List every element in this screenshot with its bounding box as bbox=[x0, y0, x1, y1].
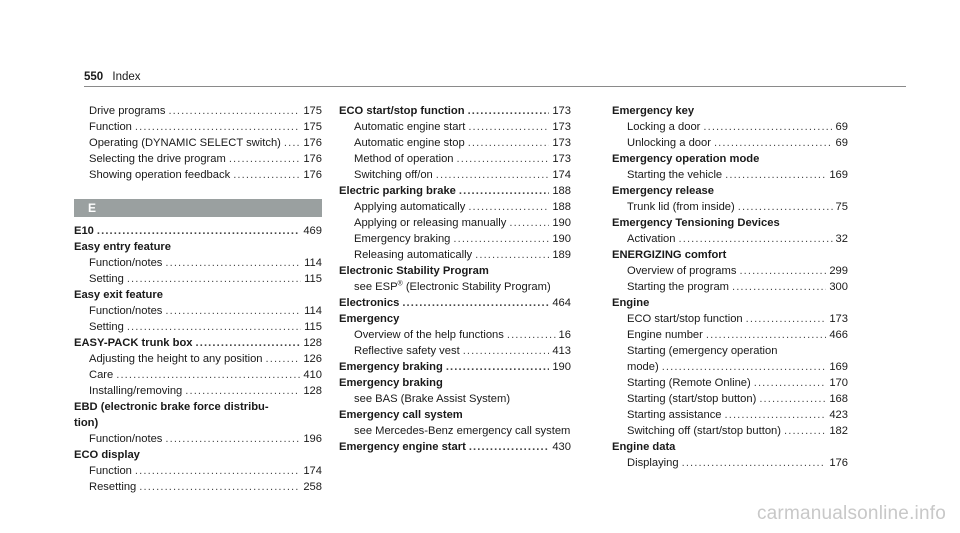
dot-leader bbox=[135, 119, 300, 135]
entry-text: EBD (electronic brake force distribu- bbox=[74, 401, 269, 413]
entry-text: Resetting bbox=[89, 481, 137, 493]
index-heading bbox=[339, 103, 571, 119]
index-heading bbox=[339, 183, 571, 199]
registered-mark: ® bbox=[397, 280, 403, 288]
dot-leader bbox=[229, 151, 301, 167]
dot-leader bbox=[469, 439, 549, 455]
index-subentry bbox=[74, 367, 322, 383]
dot-leader bbox=[475, 247, 549, 263]
entry-text: Emergency bbox=[339, 313, 400, 325]
dot-leader bbox=[168, 103, 300, 119]
entry-text: Easy exit feature bbox=[74, 289, 163, 301]
index-heading bbox=[339, 311, 571, 327]
index-subentry bbox=[612, 231, 848, 247]
entry-text: Installing/removing bbox=[89, 385, 183, 397]
index-subentry bbox=[612, 167, 848, 183]
dot-leader bbox=[714, 135, 833, 151]
index-column-3 bbox=[612, 103, 848, 471]
entry-text: Emergency operation mode bbox=[612, 153, 760, 165]
dot-leader bbox=[507, 327, 556, 343]
page-title: Index bbox=[112, 71, 141, 83]
page-ref: 190 bbox=[552, 233, 571, 245]
entry-text: Setting bbox=[89, 321, 124, 333]
page-ref: 190 bbox=[552, 217, 571, 229]
page-ref: 196 bbox=[303, 433, 322, 445]
dot-leader bbox=[739, 263, 826, 279]
dot-leader bbox=[746, 311, 827, 327]
dot-leader bbox=[127, 319, 301, 335]
index-heading bbox=[612, 103, 848, 119]
entry-text: see Mercedes-Benz emergency call system bbox=[354, 425, 571, 437]
watermark: carmanualsonline.info bbox=[756, 503, 946, 524]
index-subentry bbox=[74, 479, 322, 495]
dot-leader bbox=[725, 167, 826, 183]
entry-text: Releasing automatically bbox=[354, 249, 473, 261]
index-subentry bbox=[74, 463, 322, 479]
page-ref: 175 bbox=[303, 121, 322, 133]
entry-text: Function/notes bbox=[89, 257, 163, 269]
dot-leader bbox=[509, 215, 549, 231]
dot-leader bbox=[436, 167, 550, 183]
header-divider bbox=[84, 86, 906, 87]
entry-text: ECO display bbox=[74, 449, 140, 461]
entry-text: Care bbox=[89, 369, 114, 381]
index-subentry bbox=[74, 103, 322, 119]
index-heading bbox=[612, 295, 848, 311]
page-ref: 176 bbox=[303, 137, 322, 149]
page-ref: 173 bbox=[552, 137, 571, 149]
entry-text: Electronic Stability Program bbox=[339, 265, 489, 277]
dot-leader bbox=[703, 119, 832, 135]
index-heading bbox=[74, 223, 322, 239]
page-ref: 115 bbox=[304, 321, 322, 333]
entry-text: Engine number bbox=[627, 329, 703, 341]
index-subentry bbox=[339, 343, 571, 359]
index-subentry bbox=[612, 199, 848, 215]
page-ref: 423 bbox=[829, 409, 848, 421]
dot-leader bbox=[165, 431, 300, 447]
dot-leader bbox=[446, 359, 549, 375]
dot-leader bbox=[185, 383, 300, 399]
page-ref: 464 bbox=[552, 297, 571, 309]
index-subentry bbox=[612, 327, 848, 343]
page-header bbox=[84, 70, 141, 84]
index-heading-cont bbox=[74, 415, 322, 431]
entry-text: Automatic engine start bbox=[354, 121, 466, 133]
dot-leader bbox=[468, 103, 550, 119]
index-subentry bbox=[74, 303, 322, 319]
entry-text: Showing operation feedback bbox=[89, 169, 231, 181]
entry-text: Locking a door bbox=[627, 121, 701, 133]
section-letter: E bbox=[74, 199, 322, 217]
dot-leader bbox=[116, 367, 300, 383]
index-heading bbox=[339, 407, 571, 423]
index-subentry bbox=[74, 383, 322, 399]
page-ref: 16 bbox=[558, 329, 571, 341]
entry-text: Electronics bbox=[339, 297, 400, 309]
page-ref: 300 bbox=[829, 281, 848, 293]
dot-leader bbox=[196, 335, 301, 351]
page-ref: 128 bbox=[303, 337, 322, 349]
dot-leader bbox=[754, 375, 827, 391]
entry-text: ECO start/stop function bbox=[627, 313, 743, 325]
index-heading bbox=[612, 215, 848, 231]
page-ref: 168 bbox=[829, 393, 848, 405]
page-ref: 176 bbox=[829, 457, 848, 469]
index-subentry bbox=[339, 167, 571, 183]
entry-text: Starting assistance bbox=[627, 409, 722, 421]
entry-text: Function/notes bbox=[89, 433, 163, 445]
index-subentry bbox=[612, 455, 848, 471]
entry-text-cont: mode) bbox=[627, 361, 659, 373]
page-ref: 115 bbox=[304, 273, 322, 285]
dot-leader bbox=[127, 271, 301, 287]
page-ref: 174 bbox=[303, 465, 322, 477]
page-ref: 128 bbox=[303, 385, 322, 397]
index-heading bbox=[74, 287, 322, 303]
entry-text: Function/notes bbox=[89, 305, 163, 317]
dot-leader bbox=[453, 231, 549, 247]
entry-text: Drive programs bbox=[89, 105, 166, 117]
entry-text: Activation bbox=[627, 233, 676, 245]
dot-leader bbox=[284, 135, 300, 151]
entry-text: Automatic engine stop bbox=[354, 137, 465, 149]
entry-text: EASY-PACK trunk box bbox=[74, 337, 193, 349]
index-subentry bbox=[74, 135, 322, 151]
page-number: 550 bbox=[84, 71, 104, 83]
dot-leader bbox=[759, 391, 826, 407]
page-ref: 169 bbox=[829, 361, 848, 373]
index-see-ref bbox=[339, 423, 571, 439]
page-ref: 410 bbox=[303, 369, 322, 381]
entry-text: ECO start/stop function bbox=[339, 105, 465, 117]
page-ref: 173 bbox=[552, 121, 571, 133]
entry-text: Emergency release bbox=[612, 185, 714, 197]
index-subentry bbox=[339, 199, 571, 215]
entry-text-rest: (Electronic Stability Program) bbox=[402, 281, 551, 293]
index-subentry bbox=[339, 215, 571, 231]
dot-leader bbox=[463, 343, 550, 359]
dot-leader bbox=[738, 199, 833, 215]
dot-leader bbox=[139, 479, 300, 495]
dot-leader bbox=[468, 199, 549, 215]
dot-leader bbox=[233, 167, 300, 183]
index-heading bbox=[74, 447, 322, 463]
index-subentry bbox=[612, 407, 848, 423]
dot-leader bbox=[97, 223, 300, 239]
index-column-2 bbox=[339, 103, 571, 455]
dot-leader bbox=[725, 407, 827, 423]
entry-text: Unlocking a door bbox=[627, 137, 711, 149]
entry-text: Emergency braking bbox=[354, 233, 451, 245]
index-heading bbox=[612, 183, 848, 199]
dot-leader bbox=[459, 183, 549, 199]
dot-leader bbox=[165, 255, 301, 271]
page-ref: 413 bbox=[552, 345, 571, 357]
index-subentry bbox=[339, 247, 571, 263]
page-ref: 299 bbox=[829, 265, 848, 277]
index-subentry bbox=[612, 311, 848, 327]
page-ref: 75 bbox=[835, 201, 848, 213]
dot-leader bbox=[266, 351, 301, 367]
entry-text: Adjusting the height to any position bbox=[89, 353, 263, 365]
index-subentry bbox=[339, 135, 571, 151]
page-ref: 258 bbox=[303, 481, 322, 493]
entry-text: Operating (DYNAMIC SELECT switch) bbox=[89, 137, 281, 149]
dot-leader bbox=[468, 135, 550, 151]
index-subentry bbox=[612, 135, 848, 151]
entry-text: Emergency engine start bbox=[339, 441, 466, 453]
entry-text: Switching off/on bbox=[354, 169, 433, 181]
index-see-ref bbox=[339, 279, 571, 295]
page-ref: 169 bbox=[829, 169, 848, 181]
index-subentry bbox=[74, 119, 322, 135]
page-ref: 69 bbox=[835, 137, 848, 149]
index-see-ref bbox=[339, 391, 571, 407]
entry-text: Applying automatically bbox=[354, 201, 466, 213]
page-ref: 170 bbox=[829, 377, 848, 389]
index-heading bbox=[612, 247, 848, 263]
index-heading bbox=[74, 335, 322, 351]
page-ref: 466 bbox=[829, 329, 848, 341]
page-ref: 114 bbox=[304, 305, 322, 317]
entry-text: Function bbox=[89, 121, 132, 133]
entry-text: Function bbox=[89, 465, 132, 477]
page-ref: 469 bbox=[303, 225, 322, 237]
dot-leader bbox=[165, 303, 301, 319]
index-column-1 bbox=[74, 103, 322, 495]
dot-leader bbox=[732, 279, 826, 295]
dot-leader bbox=[135, 463, 300, 479]
index-heading bbox=[612, 151, 848, 167]
index-subentry bbox=[612, 263, 848, 279]
page-ref: 190 bbox=[552, 361, 571, 373]
entry-text: E10 bbox=[74, 225, 94, 237]
page-ref: 126 bbox=[303, 353, 322, 365]
page-ref: 188 bbox=[552, 185, 571, 197]
index-heading bbox=[339, 375, 571, 391]
page-ref: 173 bbox=[552, 105, 571, 117]
index-subentry bbox=[74, 319, 322, 335]
page-ref: 175 bbox=[303, 105, 322, 117]
entry-text: Overview of programs bbox=[627, 265, 737, 277]
index-subentry bbox=[339, 231, 571, 247]
index-subentry bbox=[74, 271, 322, 287]
page-ref: 173 bbox=[552, 153, 571, 165]
index-subentry bbox=[339, 119, 571, 135]
index-heading bbox=[339, 263, 571, 279]
entry-text: Starting the program bbox=[627, 281, 729, 293]
entry-text: Selecting the drive program bbox=[89, 153, 226, 165]
index-subentry bbox=[612, 375, 848, 391]
index-subentry bbox=[74, 151, 322, 167]
entry-text: Setting bbox=[89, 273, 124, 285]
page-ref: 69 bbox=[835, 121, 848, 133]
index-heading bbox=[339, 439, 571, 455]
dot-leader bbox=[682, 455, 827, 471]
page-ref: 32 bbox=[835, 233, 848, 245]
entry-text: Switching off (start/stop button) bbox=[627, 425, 782, 437]
dot-leader bbox=[679, 231, 833, 247]
index-subentry bbox=[612, 423, 848, 439]
entry-text: see ESP® (Electronic Stability Program) bbox=[354, 280, 551, 293]
index-heading bbox=[74, 399, 322, 415]
entry-text: Emergency braking bbox=[339, 361, 443, 373]
entry-text: Starting (emergency operation bbox=[627, 345, 778, 357]
index-subentry bbox=[339, 327, 571, 343]
entry-text: Engine data bbox=[612, 441, 676, 453]
entry-text: Emergency braking bbox=[339, 377, 443, 389]
index-subentry bbox=[612, 279, 848, 295]
entry-text: ENERGIZING comfort bbox=[612, 249, 727, 261]
entry-text: Reflective safety vest bbox=[354, 345, 460, 357]
page-ref: 176 bbox=[303, 169, 322, 181]
dot-leader bbox=[468, 119, 549, 135]
entry-text: Trunk lid (from inside) bbox=[627, 201, 735, 213]
entry-text: Electric parking brake bbox=[339, 185, 456, 197]
dot-leader bbox=[662, 359, 827, 375]
entry-text: Overview of the help functions bbox=[354, 329, 504, 341]
entry-text: Applying or releasing manually bbox=[354, 217, 507, 229]
dot-leader bbox=[402, 295, 549, 311]
index-subentry bbox=[74, 255, 322, 271]
page-ref: 182 bbox=[829, 425, 848, 437]
index-heading bbox=[612, 439, 848, 455]
dot-leader bbox=[784, 423, 826, 439]
entry-text: Starting (Remote Online) bbox=[627, 377, 751, 389]
index-subentry bbox=[339, 151, 571, 167]
dot-leader bbox=[457, 151, 550, 167]
page-ref: 176 bbox=[303, 153, 322, 165]
page-ref: 174 bbox=[552, 169, 571, 181]
entry-text: Starting (start/stop button) bbox=[627, 393, 757, 405]
index-subentry-cont bbox=[612, 359, 848, 375]
index-heading bbox=[339, 359, 571, 375]
index-subentry bbox=[612, 119, 848, 135]
entry-text: Starting the vehicle bbox=[627, 169, 723, 181]
index-heading bbox=[74, 239, 322, 255]
entry-text-cont: tion) bbox=[74, 417, 99, 429]
entry-text: see BAS (Brake Assist System) bbox=[354, 393, 511, 405]
index-subentry bbox=[74, 167, 322, 183]
entry-text: Method of operation bbox=[354, 153, 454, 165]
dot-leader bbox=[706, 327, 826, 343]
index-subentry bbox=[612, 391, 848, 407]
index-subentry bbox=[74, 431, 322, 447]
entry-text: Emergency Tensioning Devices bbox=[612, 217, 780, 229]
entry-text: Emergency key bbox=[612, 105, 695, 117]
page-ref: 188 bbox=[552, 201, 571, 213]
index-heading bbox=[339, 295, 571, 311]
page-ref: 189 bbox=[552, 249, 571, 261]
index-subentry bbox=[612, 343, 848, 359]
page-ref: 173 bbox=[829, 313, 848, 325]
page-ref: 430 bbox=[552, 441, 571, 453]
index-subentry bbox=[74, 351, 322, 367]
entry-text: Engine bbox=[612, 297, 650, 309]
entry-text: Displaying bbox=[627, 457, 679, 469]
entry-text: Emergency call system bbox=[339, 409, 463, 421]
entry-text: Easy entry feature bbox=[74, 241, 172, 253]
page-ref: 114 bbox=[304, 257, 322, 269]
